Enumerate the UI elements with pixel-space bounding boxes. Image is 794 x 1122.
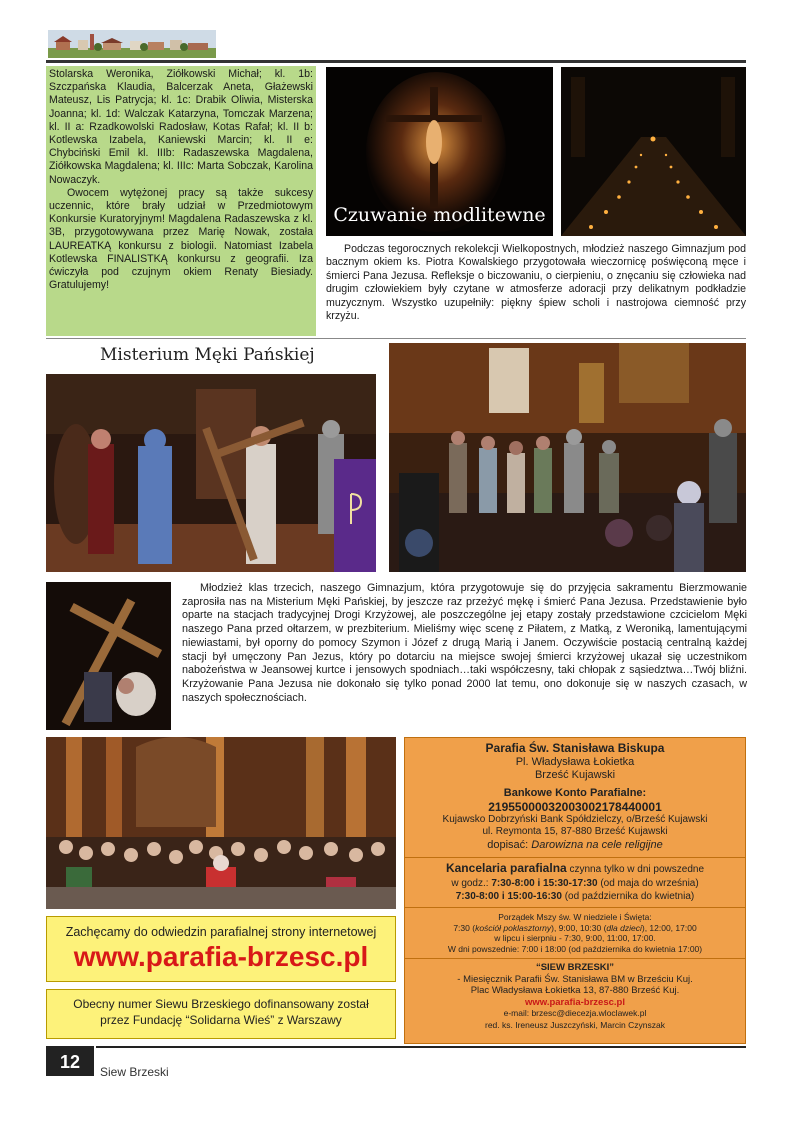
candles-church-photo — [561, 67, 746, 236]
mass-line1-c: ), 9:00, 10:30 ( — [551, 922, 607, 933]
way-of-cross-photo — [46, 374, 376, 572]
funding-text: Obecny numer Siewu Brzeskiego dofinansowany został przez Fundację “Solidarna Wieś” z Warszawy — [73, 997, 369, 1027]
header-village-image — [48, 30, 216, 58]
siew-line1: - Miesięcznik Parafii Św. Stanisława BM w Brześciu Kuj. — [457, 973, 693, 985]
church-presbytery-photo — [389, 343, 746, 572]
mass-line1-b: kościół poklasztorny — [475, 922, 552, 933]
mass-line1-e: ), 12:00, 17:00 — [641, 922, 697, 933]
funding-box — [46, 989, 396, 1039]
misterium-article — [182, 582, 747, 705]
mass-line1-a: 7:30 ( — [453, 922, 476, 933]
website-url[interactable]: www.parafia-brzesc.pl — [73, 941, 369, 972]
misterium-title: Misterium Męki Pańskiej — [100, 345, 315, 365]
bank-title: Bankowe Konto Parafialne: — [503, 787, 647, 799]
website-invite: Zachęcamy do odwiedzin parafialnej strony internetowej — [65, 925, 377, 939]
bank-name: Kujawsko Dobrzyński Bank Spółdzielczy, o/Brześć Kujawski — [442, 814, 708, 825]
parish-city: Brześć Kujawski — [534, 769, 616, 781]
czuwanie-caption: Czuwanie modlitewne — [333, 204, 546, 226]
cross-bearer-photo — [46, 582, 171, 730]
office-note: czynna tylko w dni powszedne — [569, 864, 705, 875]
dopisac-label: dopisać: — [487, 839, 529, 851]
office-title: Kancelaria parafialna — [445, 861, 567, 875]
footer-rule — [96, 1046, 746, 1048]
parish-street: Pl. Władysława Łokietka — [515, 756, 635, 768]
hours-winter-note: (od października do kwietnia) — [564, 891, 695, 902]
header-rule — [46, 60, 746, 63]
misterium-paragraph: Młodzież klas trzecich, naszego Gimnazjum, która przygotowuje się do przyjęcia sakramentu Bierzmowanie zaprosiła nas na Misterium Męki Pańskiej, by jeszcze raz przeżyć mękę i śmierć Pana Jezusa. Przedstawienie było oparte na stacjach tradycyjnej Drogi Krzyżowej, ale poszczególne jej etapy zostały przedstawione czcicielom Męki naszego Pana przed ołtarzem, w prezbiterium. Mieliśmy więc scenę z Piłatem, z Matką, z Weroniką, lamentującymi niewiastami, był oporny do pomocy Szymon i Józef z drugą Marią i Janem. Oczywiście postacią centralną każdej stacji był umęczony Pan Jezus, który po dotarciu na miejsce swojej śmierci krzyżowej ukazał się uczestnikom nabożeństwa w Jeansowej kurtce i jensowych spodniach…taki współczesny, taki chłopak z sąsiedztwa…Twój bliźni. Krzyżowanie Pana Jezusa nie dokonało się tylko ponad 2000 lat temu, ono dokonuje się w naszych czasach, w naszych społecznościach. — [182, 582, 747, 704]
parish-info-box — [404, 737, 746, 1044]
siew-line2: Plac Władysława Łokietka 13, 87-880 Brześć Kuj. — [470, 985, 680, 996]
parish-name: Parafia Św. Stanisława Biskupa — [485, 741, 665, 755]
siew-url[interactable]: www.parafia-brzesc.pl — [525, 996, 625, 1008]
competition-success: Owocem wytężonej pracy są także sukcesy uczennic, które brały udział w Przedmiotowym Konkursie Kuratoryjnym! Magdalena Radaszewska z kl. 3B, przygotowywana przez Marię Nowak, została LAUREATKĄ konkursu z biologii. Natomiast Izabela Kotlewska FINALISTKĄ konkursu z geografii. Iza ćwiczyła pod czujnym okiem Renaty Biesiady. Gratulujemy! — [49, 186, 313, 292]
student-names: Stolarska Weronika, Ziółkowski Michał; kl. 1b: Szczpańska Klaudia, Balcerzak Aneta, Głażewski Mateusz, Lis Patrycja; kl. 1c: Drabik Oliwia, Misterska Joanna; kl. 1d: Walczak Katarzyna, Tomczak Marzena; kl. II a: Rzadkowolski Radosław, Kotas Rafał; kl. II b: Kotlewska Izabela, Kaniewski Marcin; kl. II e: Chybciński Emil kl. IIIb: Radaszewska Magdalena, Ziółkowska Magdalena; kl. IIIc: Marta Sobczak, Karolina Nowaczyk. — [49, 68, 313, 186]
hours-winter: 7:30-8:00 i 15:00-16:30 — [455, 891, 562, 902]
student-names-box — [46, 66, 316, 336]
siew-title: “SIEW BRZESKI” — [535, 962, 615, 973]
czuwanie-paragraph: Podczas tegorocznych rekolekcji Wielkopostnych, młodzież naszego Gimnazjum pod bacznym okiem ks. Piotra Kowalskiego przygotowała wieczornicę poświęconą męce i śmierci Pana Jezusa. Refleksje o biczowaniu, o cierpieniu, o znęcaniu się człowieka nad drugim człowiekiem były czytane w atmosferze adoracji przy delikatnym podkładzie muzycznym. Wszystko uzupełniły: piękny śpiew scholi i nastrojowa ciemność przy krzyżu. — [326, 243, 746, 323]
bank-address: ul. Reymonta 15, 87-880 Brześć Kujawski — [482, 826, 668, 837]
magazine-name: Siew Brzeski — [100, 1065, 169, 1079]
page-number: 12 — [46, 1046, 94, 1076]
hours-summer: 7:30-8:00 i 15:30-17:30 — [491, 878, 598, 889]
hours-label: w godz.: — [451, 878, 489, 889]
website-box — [46, 916, 396, 982]
hours-summer-note: (od maja do września) — [600, 878, 699, 889]
congregation-photo — [46, 737, 396, 909]
mass-line2: w lipcu i sierpniu - 7:30, 9:00, 11:00, 17:00. — [494, 933, 656, 943]
dopisac-value: Darowizna na cele religijne — [531, 839, 663, 851]
siew-email[interactable]: e-mail: brzesc@diecezja.wloclawek.pl — [503, 1008, 647, 1018]
mass-line3: W dni powszednie: 7:00 i 18:00 (od października do kwietnia 17:00) — [447, 943, 703, 954]
bank-account: 21955000032003002178440001 — [488, 800, 662, 814]
czuwanie-article — [326, 243, 746, 323]
crucifix-photo — [326, 67, 553, 236]
siew-editors: red. ks. Ireneusz Juszczyński, Marcin Czynszak — [485, 1019, 665, 1030]
section-divider — [46, 338, 746, 339]
mass-line1-d: dla dzieci — [606, 922, 642, 933]
mass-title: Porządek Mszy św. W niedziele i Święta: — [498, 912, 652, 922]
